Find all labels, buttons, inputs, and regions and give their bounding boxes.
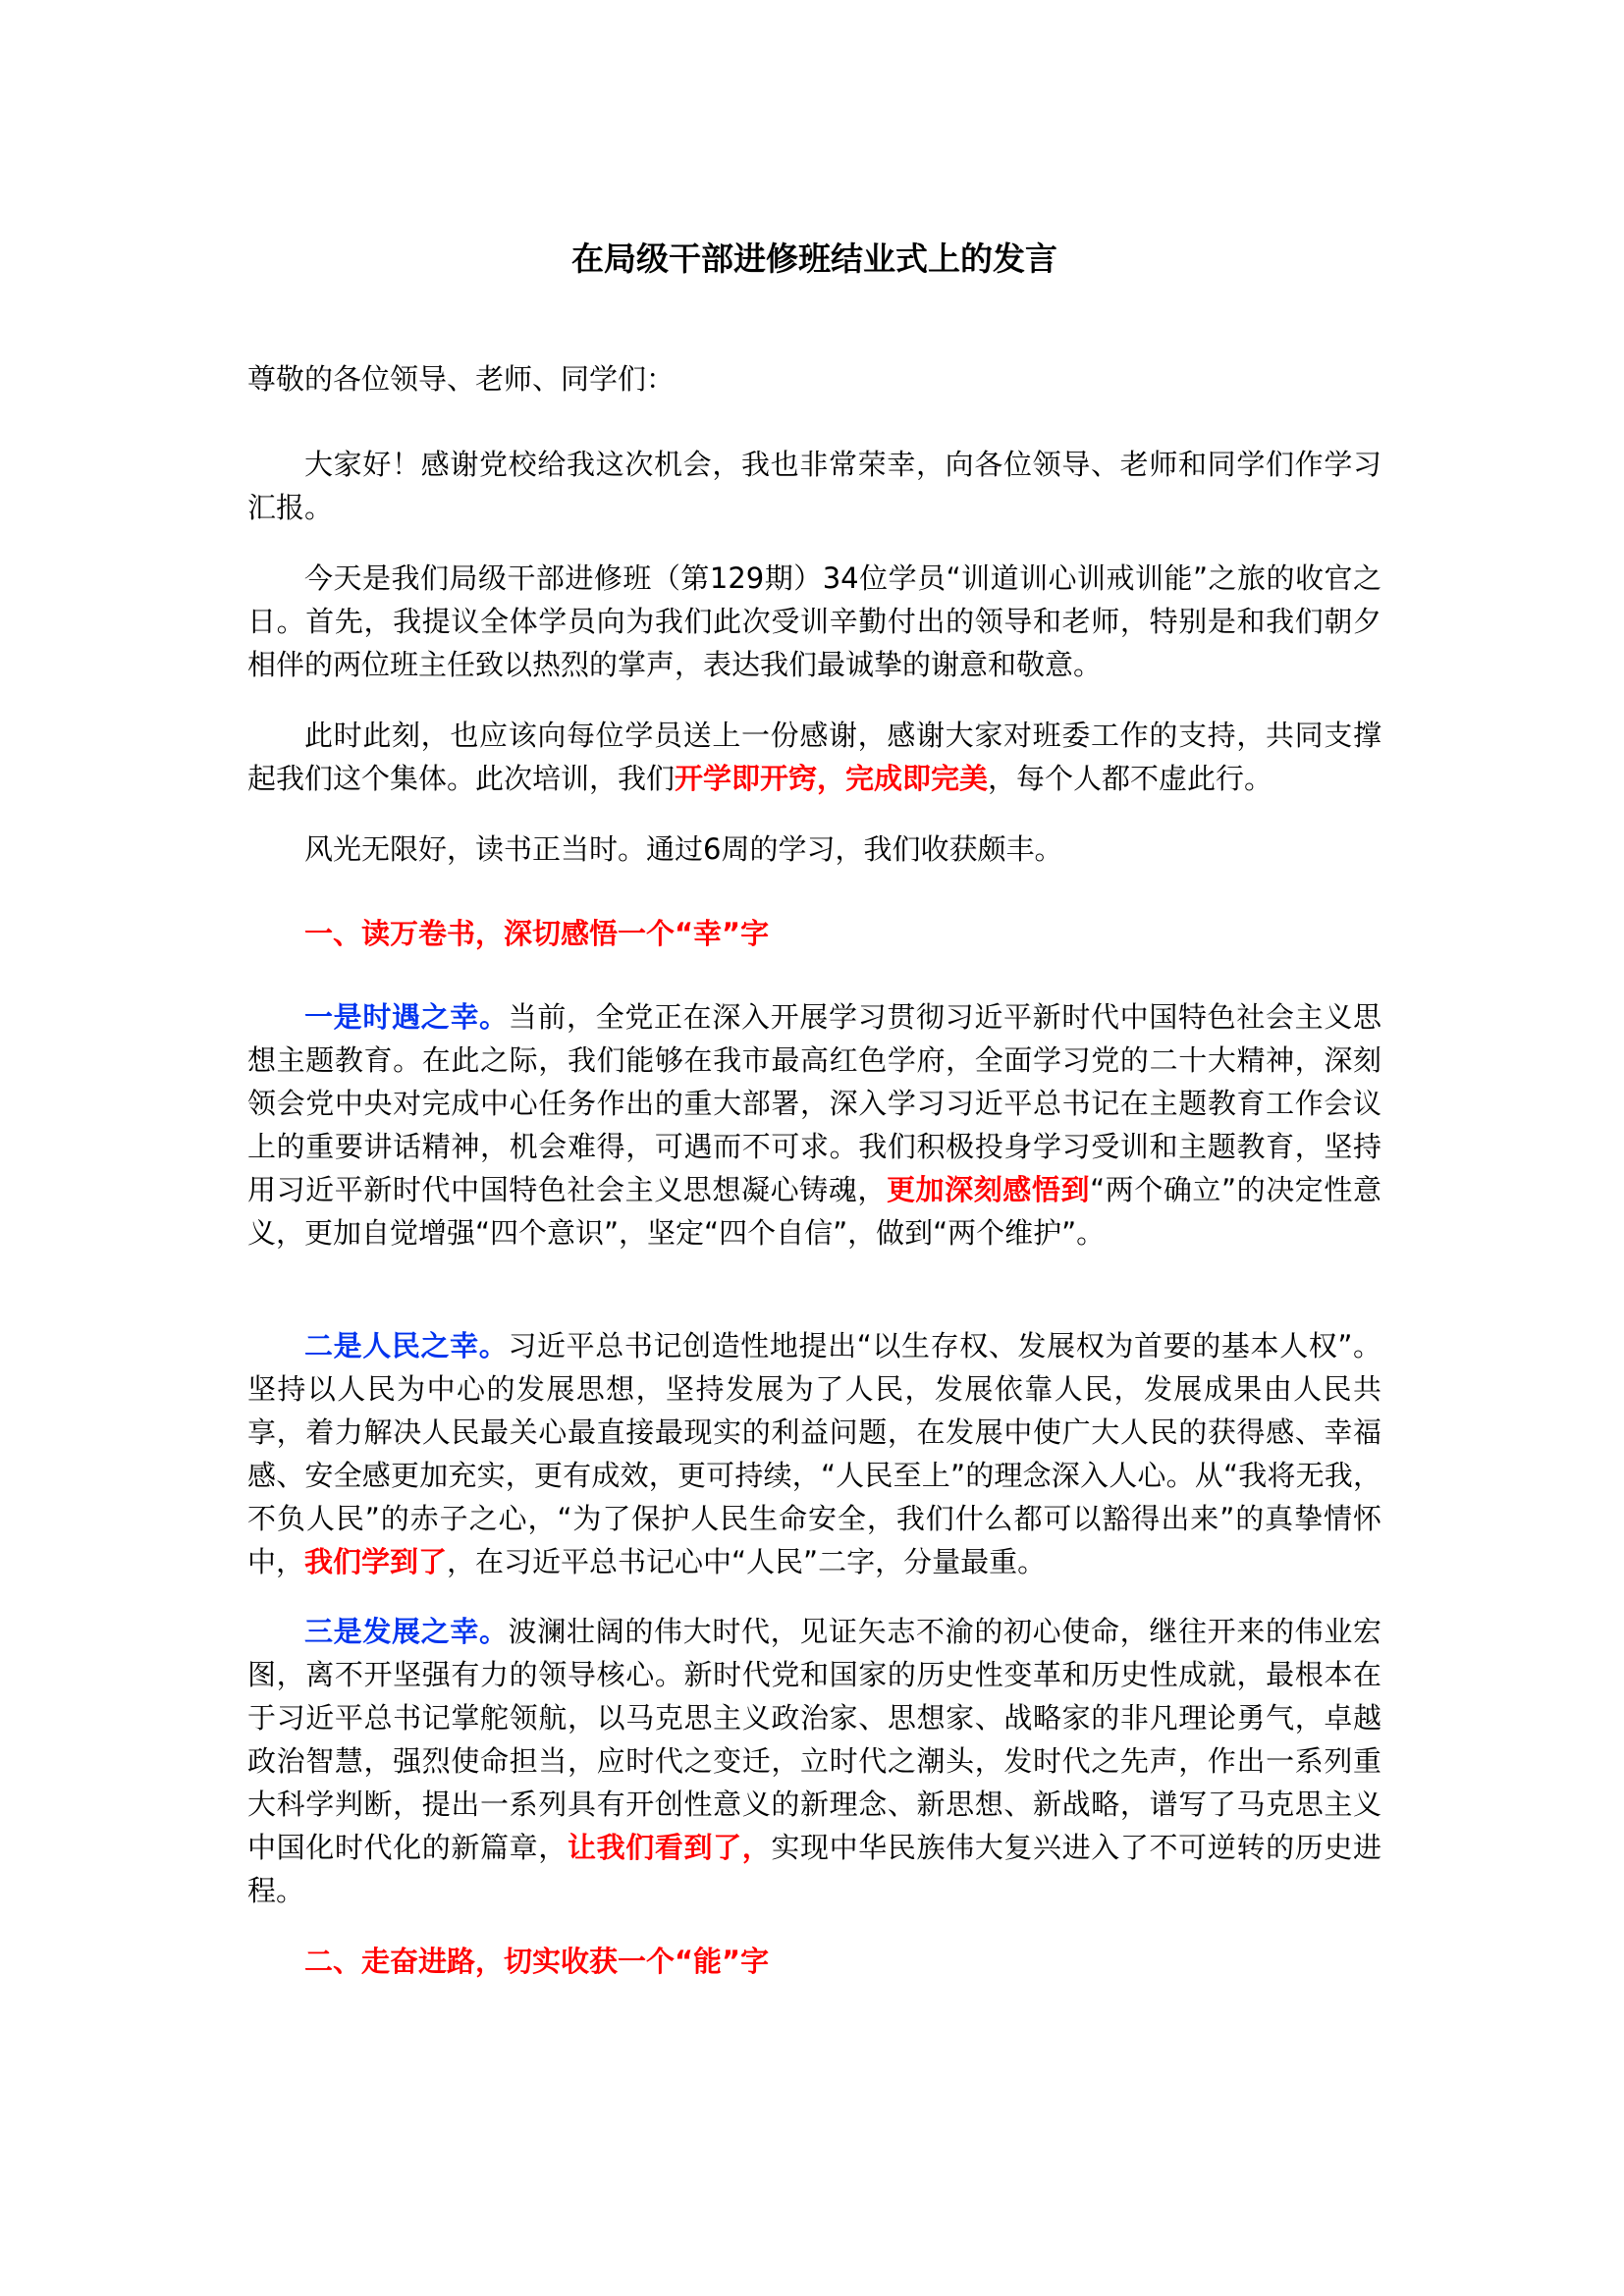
paragraph-harvest: 风光无限好，读书正当时。通过6周的学习，我们收获颇丰。: [304, 832, 1063, 866]
paragraph-people-lead: 二是人民之幸。: [304, 1329, 509, 1362]
paragraph-thanks-highlight: 开学即开窍，完成即完美: [675, 762, 989, 795]
paragraph-era-highlight: 更加深刻感悟到: [886, 1173, 1091, 1206]
paragraph-intro: 今天是我们局级干部进修班（第129期）34位学员“训道训心训戒训能”之旅的收官之日。首先，我提议全体学员向为我们此次受训辛勤付出的领导和老师，特别是和我们朝夕相伴的两位班主任致以热烈的掌声，表达我们最诚挚的谢意和敬意。: [247, 561, 1381, 681]
paragraph-thanks-text-a: 此时此刻，也应该向每位学员送上一份感谢，感谢大家对班委工作的支持，共同支撑起我们这个集体。此次培训，我们: [247, 719, 1381, 795]
paragraph-people: [247, 1324, 1381, 1583]
paragraph-thanks: [247, 714, 1381, 800]
section-heading-1: 一、读万卷书，深切感悟一个“幸”字: [304, 917, 770, 950]
paragraph-development-lead: 三是发展之幸。: [304, 1615, 509, 1648]
paragraph-people-highlight: 我们学到了: [304, 1545, 448, 1578]
document-title: 在局级干部进修班结业式上的发言: [571, 240, 1057, 278]
paragraph-greeting: 大家好！感谢党校给我这次机会，我也非常荣幸，向各位领导、老师和同学们作学习汇报。: [247, 448, 1381, 524]
paragraph-people-text-b: ，在习近平总书记心中“人民”二字，分量最重。: [447, 1545, 1047, 1578]
paragraph-development: [247, 1610, 1381, 1912]
salutation: 尊敬的各位领导、老师、同学们：: [247, 362, 676, 396]
paragraph-era: [247, 995, 1381, 1255]
paragraph-era-lead: 一是时遇之幸。: [304, 1000, 509, 1034]
paragraph-development-text-b: 实现中华民族伟大复兴进入了不可逆转的历史进程。: [247, 1831, 1381, 1907]
paragraph-development-text-a: 波澜壮阔的伟大时代，见证矢志不渝的初心使命，继往开来的伟业宏图，离不开坚强有力的领导核心。新时代党和国家的历史性变革和历史性成就，最根本在于习近平总书记掌舵领航，以马克思主义政治家、思想家、战略家的非凡理论勇气，卓越政治智慧，强烈使命担当，应时代之变迁，立时代之潮头，发时代之先声，作出一系列重大科学判断，提出一系列具有开创性意义的新理念、新思想、新战略，谱写了马克思主义中国化时代化的新篇章，: [247, 1615, 1381, 1864]
paragraph-era-text-a: 当前，全党正在深入开展学习贯彻习近平新时代中国特色社会主义思想主题教育。在此之际，我们能够在我市最高红色学府，全面学习党的二十大精神，深刻领会党中央对完成中心任务作出的重大部署，深入学习习近平总书记在主题教育工作会议上的重要讲话精神，机会难得，可遇而不可求。我们积极投身学习受训和主题教育，坚持用习近平新时代中国特色社会主义思想凝心铸魂，: [247, 1000, 1381, 1206]
paragraph-era-text-b: “两个确立”的决定性意义，更加自觉增强“四个意识”，坚定“四个自信”，做到“两个维护”。: [247, 1173, 1381, 1250]
paragraph-thanks-text-b: ，每个人都不虚此行。: [988, 762, 1273, 795]
section-heading-2: 二、走奋进路，切实收获一个“能”字: [304, 1945, 770, 1978]
paragraph-people-text-a: 习近平总书记创造性地提出“以生存权、发展权为首要的基本人权”。坚持以人民为中心的发展思想，坚持发展为了人民，发展依靠人民，发展成果由人民共享，着力解决人民最关心最直接最现实的利益问题，在发展中使广大人民的获得感、幸福感、安全感更加充实，更有成效，更可持续，“人民至上”的理念深入人心。从“我将无我，不负人民”的赤子之心，“为了保护人民生命安全，我们什么都可以豁得出来”的真挚情怀中，: [247, 1329, 1381, 1578]
paragraph-development-highlight: 让我们看到了，: [567, 1831, 772, 1864]
